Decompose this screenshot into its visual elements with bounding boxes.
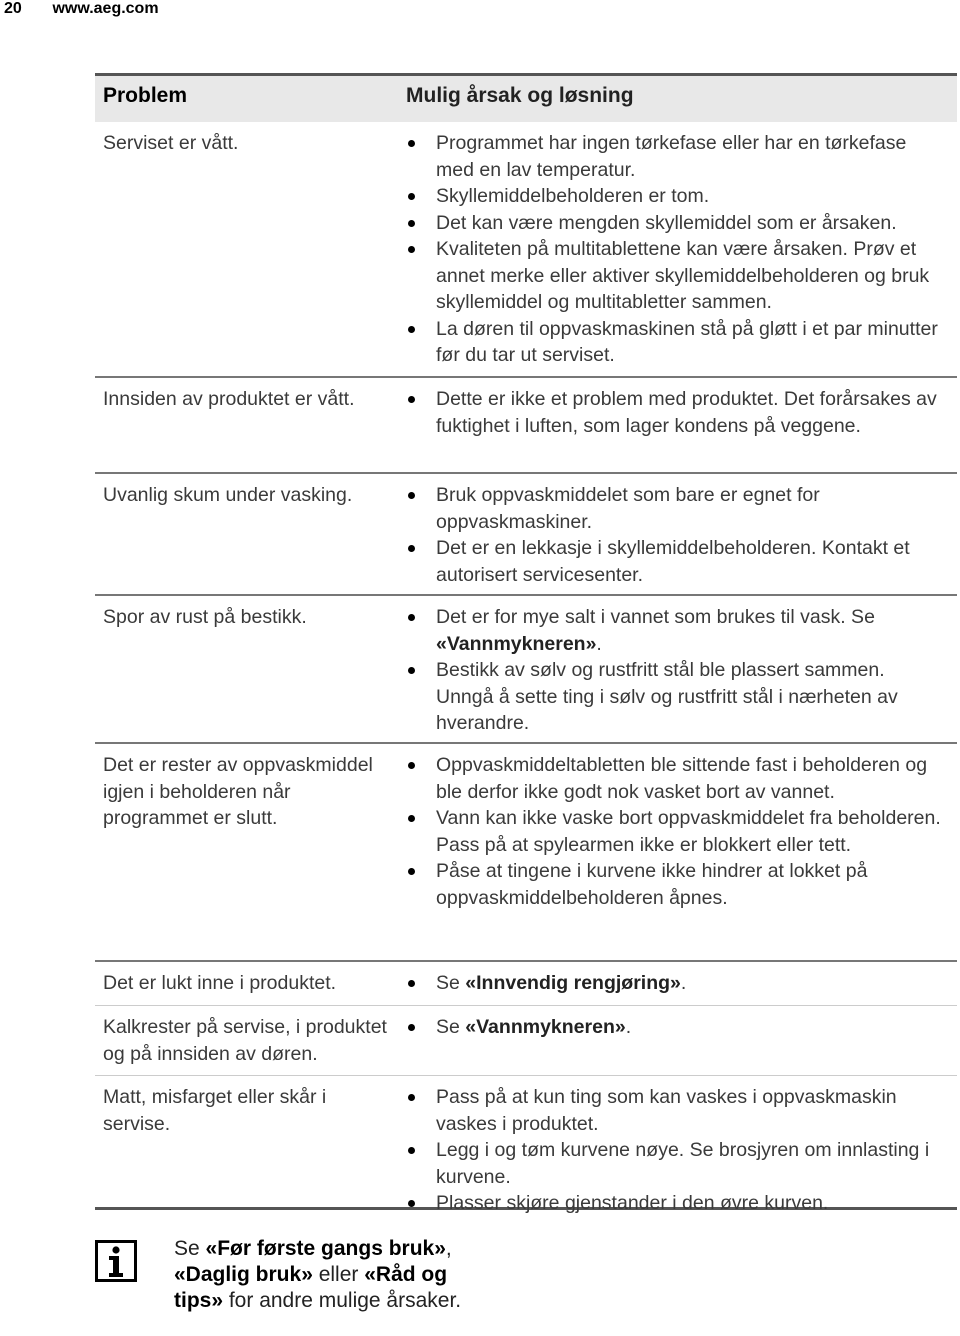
bullet-icon: [408, 614, 415, 621]
solution-item: Oppvaskmiddeltabletten ble sittende fast i beholderen og ble derfor ikke godt nok vasket bort av vannet.: [406, 752, 946, 805]
cross-reference-link[interactable]: «Vannmykneren»: [465, 1016, 626, 1038]
solution-item: Se «Vannmykneren».: [406, 1014, 946, 1041]
table-row: [95, 1076, 957, 1214]
info-note: [95, 1230, 615, 1330]
solution-item: Plasser skjøre gjenstander i den øvre kurven.: [406, 1190, 946, 1217]
bullet-icon: [408, 667, 415, 674]
table-row: [95, 122, 957, 378]
table-row: [95, 1006, 957, 1076]
bullet-icon: [408, 1200, 415, 1207]
cross-reference-link[interactable]: «Innvendig rengjøring»: [465, 972, 681, 994]
problem-text: Innsiden av produktet er vått.: [103, 388, 355, 410]
bullet-icon: [408, 326, 415, 333]
solution-list: [406, 752, 946, 911]
page-header: [4, 0, 159, 20]
table-row: [95, 962, 957, 1006]
solution-item: Pass på at kun ting som kan vaskes i oppvaskmaskin vaskes i produktet.: [406, 1084, 946, 1137]
solution-list: [406, 970, 946, 997]
note-text-part: ,: [445, 1237, 452, 1260]
table-header: [95, 73, 957, 122]
solution-item: Det er for mye salt i vannet som brukes til vask. Se «Vannmykneren».: [406, 604, 946, 657]
bullet-icon: [408, 1094, 415, 1101]
cross-reference-link[interactable]: «Før første gangs bruk»: [205, 1237, 446, 1260]
problem-text: Serviset er vått.: [103, 132, 239, 154]
note-text-part: Se: [174, 1237, 206, 1260]
troubleshooting-table: [95, 73, 957, 1214]
bullet-icon: [408, 193, 415, 200]
table-row: [95, 744, 957, 962]
solution-item: Skyllemiddelbeholderen er tom.: [406, 183, 946, 210]
table-row: [95, 596, 957, 744]
cross-reference-link[interactable]: «Råd og tips»: [174, 1263, 448, 1312]
table-row: [95, 474, 957, 596]
solution-list: [406, 1014, 946, 1041]
bullet-icon: [408, 246, 415, 253]
solution-list: [406, 130, 946, 369]
bullet-icon: [408, 220, 415, 227]
problem-text: Matt, misfarget eller skår i servise.: [103, 1086, 327, 1135]
bullet-icon: [408, 140, 415, 147]
solution-item: Det er en lekkasje i skyllemiddelbeholderen. Kontakt et autorisert servicesenter.: [406, 535, 946, 588]
problem-text: Det er lukt inne i produktet.: [103, 972, 337, 994]
bullet-icon: [408, 396, 415, 403]
info-icon: [95, 1240, 137, 1282]
solution-item: Påse at tingene i kurvene ikke hindrer at lokket på oppvaskmiddelbeholderen åpnes.: [406, 858, 946, 911]
note-text: [174, 1236, 494, 1314]
bullet-icon: [408, 868, 415, 875]
table-body: [95, 122, 957, 1214]
solution-item: Det kan være mengden skyllemiddel som er årsaken.: [406, 210, 946, 237]
problem-text: Spor av rust på bestikk.: [103, 606, 307, 628]
problem-text: Kalkrester på servise, i produktet og på innsiden av døren.: [103, 1016, 387, 1065]
bullet-icon: [408, 1147, 415, 1154]
solution-list: [406, 482, 946, 588]
bullet-icon: [408, 980, 415, 987]
bullet-icon: [408, 492, 415, 499]
solution-list: [406, 386, 946, 439]
bullet-icon: [408, 1024, 415, 1031]
header-solution: Mulig årsak og løsning: [406, 84, 634, 107]
solution-item: Bestikk av sølv og rustfritt stål ble plassert sammen. Unngå å sette ting i sølv og rustfritt stål i nærheten av hverandre.: [406, 657, 946, 737]
solution-item: Bruk oppvaskmiddelet som bare er egnet for oppvaskmaskiner.: [406, 482, 946, 535]
bullet-icon: [408, 815, 415, 822]
table-row: [95, 378, 957, 474]
solution-item: Kvaliteten på multitablettene kan være årsaken. Prøv et annet merke eller aktiver skyllemiddelbeholderen og bruk skyllemiddel og multitabletter sammen.: [406, 236, 946, 316]
solution-item: Legg i og tøm kurvene nøye. Se brosjyren om innlasting i kurvene.: [406, 1137, 946, 1190]
solution-item: La døren til oppvaskmaskinen stå på gløtt i et par minutter før du tar ut serviset.: [406, 316, 946, 369]
note-text-part: for andre mulige årsaker.: [223, 1289, 462, 1312]
solution-item: Dette er ikke et problem med produktet. Det forårsakes av fuktighet i luften, som lager kondens på veggene.: [406, 386, 946, 439]
bullet-icon: [408, 545, 415, 552]
solution-item: Se «Innvendig rengjøring».: [406, 970, 946, 997]
site-url[interactable]: www.aeg.com: [52, 0, 159, 17]
problem-text: Det er rester av oppvaskmiddel igjen i beholderen når programmet er slutt.: [103, 754, 373, 829]
solution-item: Programmet har ingen tørkefase eller har en tørkefase med en lav temperatur.: [406, 130, 946, 183]
solution-item: Vann kan ikke vaske bort oppvaskmiddelet fra beholderen. Pass på at spylearmen ikke er blokkert eller tett.: [406, 805, 946, 858]
bullet-icon: [408, 762, 415, 769]
note-text-part: eller: [312, 1263, 365, 1286]
cross-reference-link[interactable]: «Daglig bruk»: [174, 1263, 313, 1286]
solution-list: [406, 1084, 946, 1217]
header-problem: Problem: [103, 84, 188, 107]
cross-reference-link[interactable]: «Vannmykneren»: [436, 632, 597, 655]
solution-list: [406, 604, 946, 737]
page-number: 20: [4, 0, 22, 17]
problem-text: Uvanlig skum under vasking.: [103, 484, 353, 506]
